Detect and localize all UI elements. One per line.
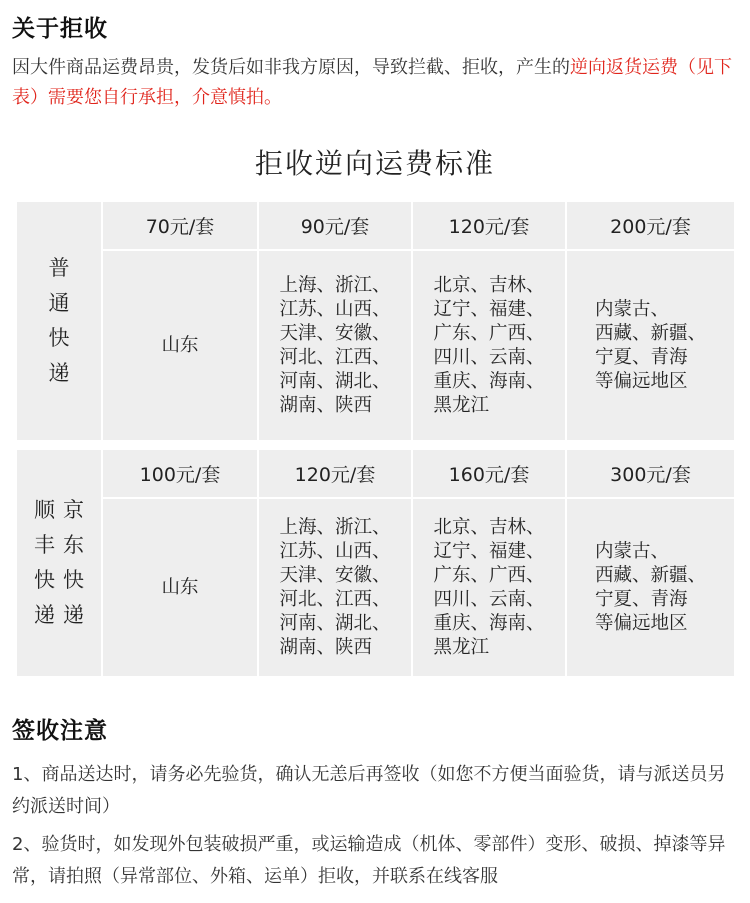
region-cell [103, 499, 257, 676]
shipping-block-standard [17, 202, 734, 440]
carrier-char: 递 [48, 361, 70, 385]
carrier-label-standard [49, 202, 70, 440]
region-cell [259, 251, 411, 440]
price-header: 90元/套 [259, 202, 411, 249]
carrier-cell [17, 450, 101, 676]
price-header: 300元/套 [567, 450, 734, 497]
reject-intro [12, 53, 738, 113]
region-cell [567, 251, 734, 440]
carrier-char: 快 [48, 326, 70, 350]
carrier-labels-express [34, 493, 84, 633]
price-header: 100元/套 [103, 450, 257, 497]
reject-heading: 关于拒收 [12, 16, 108, 42]
carrier-char: 快 [34, 568, 55, 592]
reject-intro-warning: 逆向返货运费（见下表）需要您自行承担，介意慎拍。 [12, 57, 732, 108]
carrier-char: 东 [63, 533, 84, 557]
region-list: 山东 [161, 576, 199, 598]
price-header: 200元/套 [567, 202, 734, 249]
region-list: 内蒙古、 西藏、新疆、 宁夏、青海 等偏远地区 [594, 540, 706, 634]
sign-heading: 签收注意 [12, 718, 108, 744]
carrier-char: 快 [63, 568, 84, 592]
region-cell [413, 251, 565, 440]
region-list: 北京、吉林、 辽宁、福建、 广东、广西、 四川、云南、 重庆、海南、 黑龙江 [433, 274, 545, 416]
sign-note: 2、验货时，如发现外包装破损严重，或运输造成（机体、零部件）变形、破损、掉漆等异常，请拍照（异常部位、外箱、运单）拒收，并联系在线客服 [12, 834, 726, 887]
table-title: 拒收逆向运费标准 [254, 147, 495, 180]
carrier-char: 递 [34, 603, 55, 627]
region-cell [413, 499, 565, 676]
carrier-char: 丰 [34, 533, 55, 557]
region-cell [103, 251, 257, 440]
price-header: 160元/套 [413, 450, 565, 497]
price-header: 120元/套 [413, 202, 565, 249]
reject-intro-text: 因大件商品运费昂贵，发货后如非我方原因，导致拦截、拒收，产生的 [12, 57, 570, 78]
region-list: 北京、吉林、 辽宁、福建、 广东、广西、 四川、云南、 重庆、海南、 黑龙江 [433, 516, 545, 658]
carrier-label-jd [63, 493, 84, 633]
carrier-char: 递 [63, 603, 84, 627]
region-list: 上海、浙江、 江苏、山西、 天津、安徽、 河北、江西、 河南、湖北、 湖南、陕西 [279, 516, 391, 658]
carrier-label-sf [34, 493, 55, 633]
sign-note: 1、商品送达时，请务必先验货，确认无恙后再签收（如您不方便当面验货，请与派送员另约派送时间） [12, 764, 726, 817]
carrier-char: 京 [63, 498, 84, 522]
region-list: 上海、浙江、 江苏、山西、 天津、安徽、 河北、江西、 河南、湖北、 湖南、陕西 [279, 274, 391, 416]
price-header: 120元/套 [259, 450, 411, 497]
region-cell [567, 499, 734, 676]
price-header: 70元/套 [103, 202, 257, 249]
carrier-cell [17, 202, 101, 440]
region-cell [259, 499, 411, 676]
region-list: 山东 [161, 334, 199, 356]
carrier-char: 普 [48, 256, 70, 280]
shipping-block-express [17, 450, 734, 676]
carrier-char: 顺 [34, 498, 55, 522]
carrier-char: 通 [48, 291, 70, 315]
region-list: 内蒙古、 西藏、新疆、 宁夏、青海 等偏远地区 [594, 298, 706, 392]
